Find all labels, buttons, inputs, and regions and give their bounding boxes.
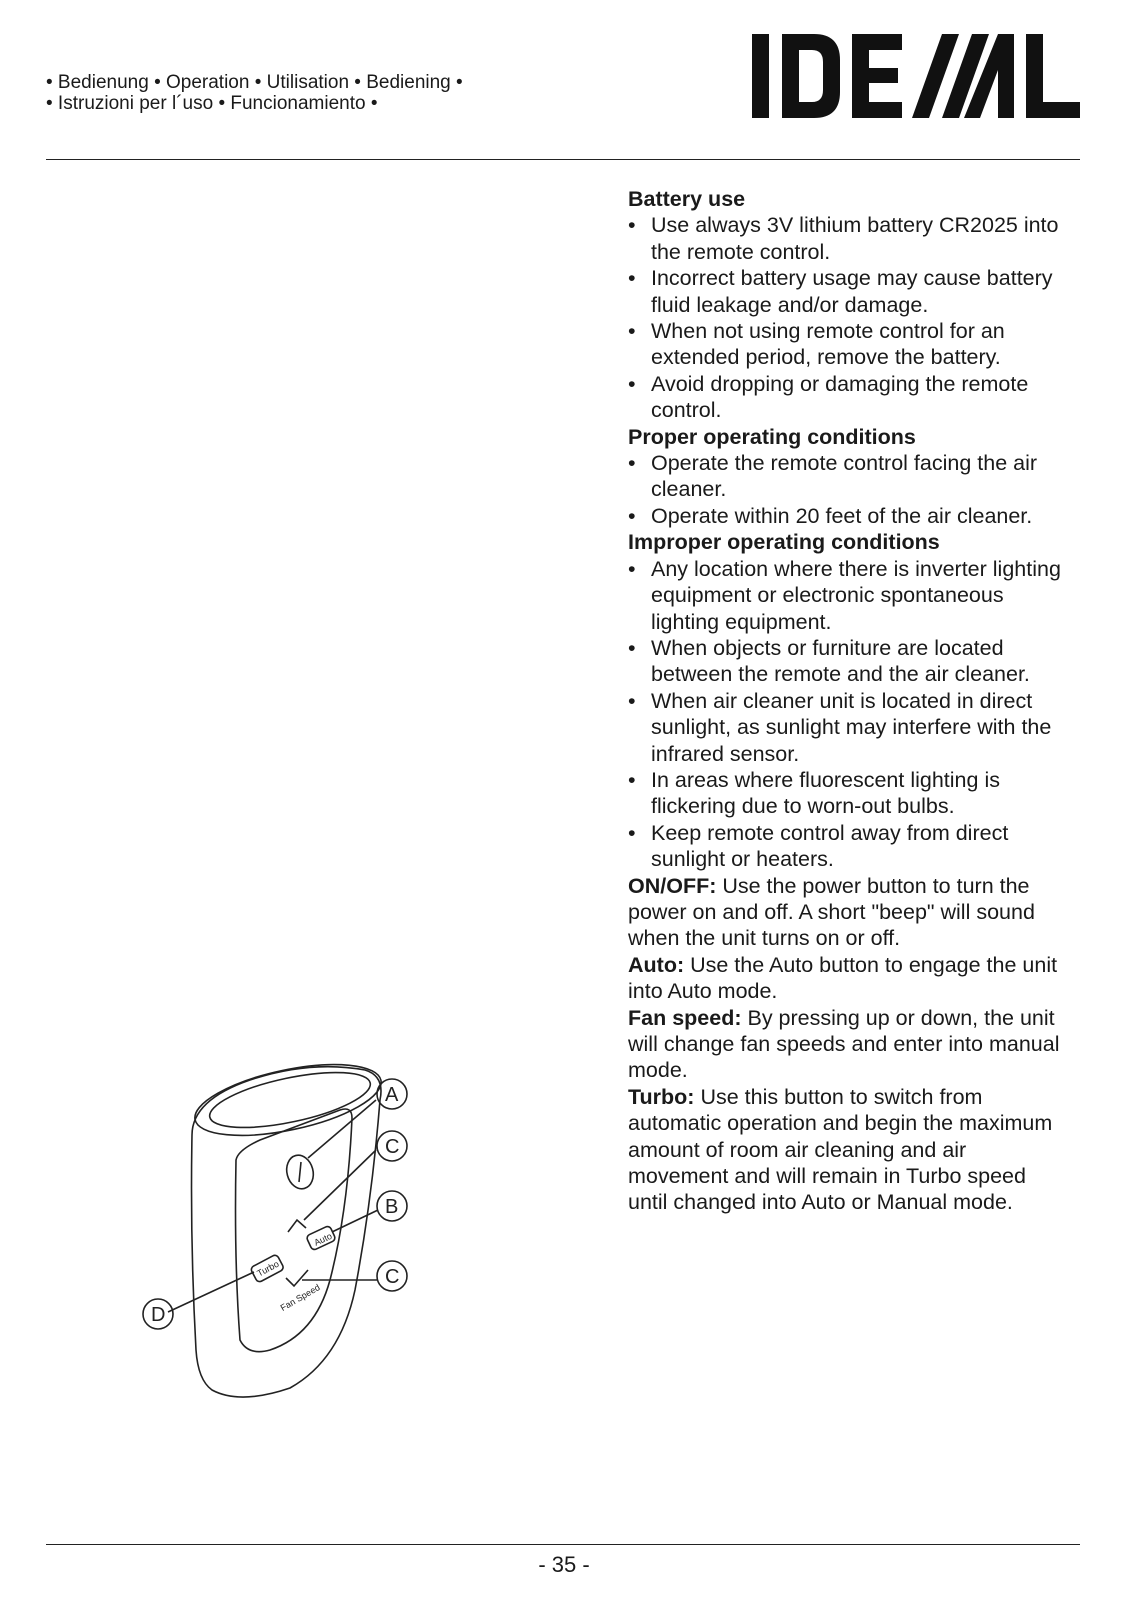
callout-b: B bbox=[385, 1196, 399, 1218]
auto-button-label: Auto bbox=[312, 1230, 334, 1248]
list-item: • When air cleaner unit is located in direct sunlight, as sunlight may interfere with the infrared sensor. bbox=[628, 688, 1052, 766]
fan-speed-description: Fan speed: By pressing up or down, the unit will change fan speeds and enter into manual mode. bbox=[628, 1005, 1060, 1083]
section-title-battery-use: Battery use bbox=[628, 187, 746, 211]
list-item: • Keep remote control away from direct sunlight or heaters. bbox=[628, 820, 1009, 872]
list-item: • Avoid dropping or damaging the remote control. bbox=[628, 371, 1029, 423]
page-number: - 35 - bbox=[538, 1552, 590, 1577]
list-item: • Operate within 20 feet of the air cleaner. bbox=[628, 503, 1033, 528]
onoff-description: ON/OFF: Use the power button to turn the power on and off. A short "beep" will sound when the unit turns on or off. bbox=[628, 873, 1035, 951]
list-item: • When not using remote control for an extended period, remove the battery. bbox=[628, 319, 1005, 370]
fan-down-chevron bbox=[286, 1270, 308, 1286]
footer-divider bbox=[46, 1544, 1080, 1545]
turbo-button-label: Turbo bbox=[255, 1258, 281, 1279]
callout-d: D bbox=[151, 1304, 166, 1326]
list-item: • Any location where there is inverter lighting equipment or electronic spontaneous lighting equipment. bbox=[628, 556, 1061, 634]
instructions-column bbox=[628, 186, 1068, 1216]
list-item: • In areas where fluorescent lighting is flickering due to worn-out bulbs. bbox=[628, 767, 1000, 819]
language-line-2: • Istruzioni per l´uso • Funcionamiento • bbox=[46, 93, 378, 114]
fan-up-chevron bbox=[288, 1220, 306, 1232]
language-line-1: • Bedienung • Operation • Utilisation • Bediening • bbox=[46, 72, 463, 93]
header-divider bbox=[46, 159, 1080, 160]
battery-use-list bbox=[628, 212, 1068, 423]
remote-control-illustration bbox=[140, 1060, 440, 1420]
list-item: • When objects or furniture are located between the remote and the air cleaner. bbox=[628, 635, 1030, 687]
list-item: • Use always 3V lithium battery CR2025 into the remote control. bbox=[628, 213, 1059, 264]
auto-description: Auto: Use the Auto button to engage the unit into Auto mode. bbox=[628, 952, 1058, 1004]
list-item: • Operate the remote control facing the air cleaner. bbox=[628, 451, 1038, 502]
improper-conditions-list bbox=[628, 556, 1068, 873]
list-item: • Incorrect battery usage may cause battery fluid leakage and/or damage. bbox=[628, 266, 1053, 317]
section-title-improper-conditions: Improper operating conditions bbox=[628, 530, 940, 555]
ideal-logo bbox=[752, 30, 1080, 122]
callout-c-lower: C bbox=[385, 1266, 400, 1288]
fan-speed-label: Fan Speed bbox=[278, 1282, 322, 1313]
callout-c-upper: C bbox=[385, 1136, 400, 1158]
section-title-proper-conditions: Proper operating conditions bbox=[628, 424, 916, 449]
turbo-description: Turbo: Use this button to switch from automatic operation and begin the maximum amount of room air cleaning and air movement and will remain in Turbo speed until changed into Auto or Manual mode. bbox=[628, 1084, 1053, 1215]
header-language-list bbox=[46, 72, 463, 114]
callout-a: A bbox=[385, 1084, 399, 1106]
proper-conditions-list bbox=[628, 450, 1068, 529]
